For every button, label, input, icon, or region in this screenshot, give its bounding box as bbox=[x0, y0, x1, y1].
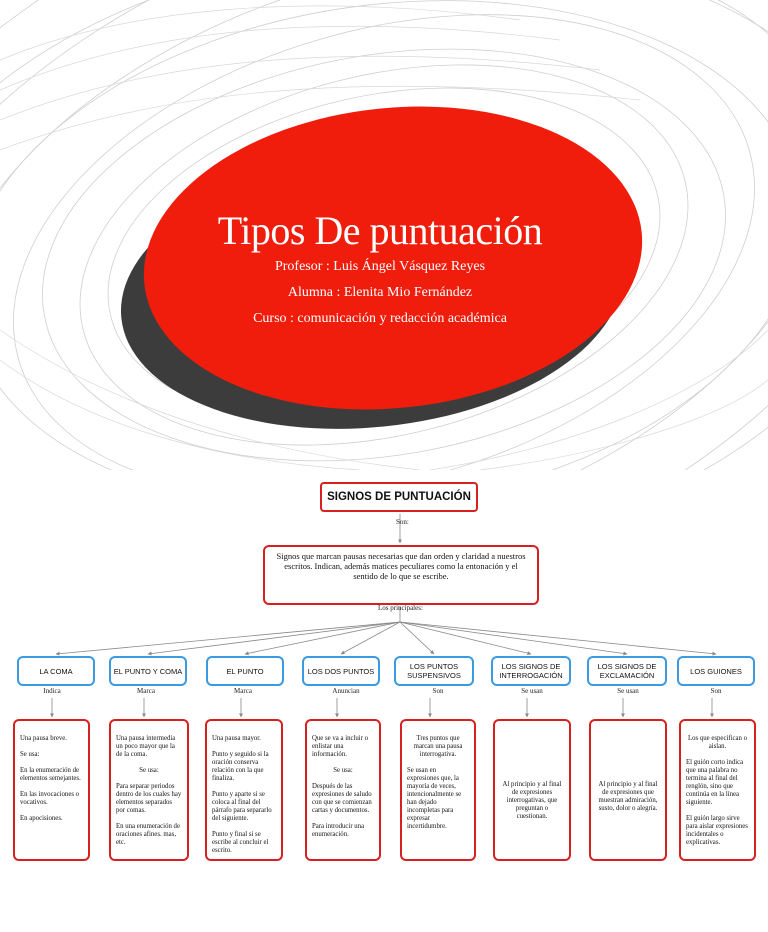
description-text: Punto y final si se escribe al concluir el escrito. bbox=[212, 831, 269, 854]
description-text: Después de las expresiones de saludo con que se comienzan cartas y documentos. bbox=[312, 783, 372, 814]
description-node-puntos-suspensivos bbox=[400, 719, 476, 861]
category-node-interrogacion: LOS SIGNOS DE INTERROGACIÓN bbox=[491, 656, 571, 686]
description-text: Una pausa mayor. bbox=[212, 735, 261, 742]
link-label: Se usan bbox=[617, 687, 639, 695]
connector-lines bbox=[0, 470, 768, 932]
description-text: Se usa: bbox=[20, 751, 40, 758]
description-text: Al principio y al final de expresiones que muestran admiración, susto, dolor o alegría. bbox=[598, 781, 658, 812]
category-node-la-coma: LA COMA bbox=[17, 656, 95, 686]
description-text: Punto y aparte si se coloca al final del párrafo para separarlo del siguiente. bbox=[212, 791, 272, 822]
description-text: Para introducir una enumeración. bbox=[312, 823, 365, 838]
fan-arrow bbox=[400, 622, 716, 654]
description-node-la-coma bbox=[13, 719, 90, 861]
description-text: En apocisiones. bbox=[20, 815, 63, 822]
description-node-exclamacion bbox=[589, 719, 667, 861]
link-label: Se usan bbox=[521, 687, 543, 695]
description-text: El guión corto indica que una palabra no termina al final del renglón, sino que continúa en la línea siguiente. bbox=[686, 759, 744, 806]
description-text: Se usan en expresiones que, la mayoría de veces, intencionalmente se han dejado incompletas para expresar incertidumbre. bbox=[407, 767, 462, 830]
description-text: Tres puntos que marcan una pausa interrogativa. bbox=[413, 735, 463, 758]
category-node-el-punto: EL PUNTO bbox=[206, 656, 284, 686]
description-text: Se usa: bbox=[333, 767, 353, 774]
category-node-puntos-suspensivos: LOS PUNTOS SUSPENSIVOS bbox=[394, 656, 474, 686]
description-text: Para separar periodos dentro de los cuales hay elementos separados por comas. bbox=[116, 783, 182, 814]
category-node-punto-y-coma: EL PUNTO Y COMA bbox=[109, 656, 187, 686]
principales-link-label: Los principales: bbox=[378, 604, 423, 612]
category-node-guiones: LOS GUIONES bbox=[677, 656, 755, 686]
description-text: En una enumeración de oraciones afines. mas, etc. bbox=[116, 823, 180, 846]
concept-map bbox=[0, 470, 768, 932]
description-text: Punto y seguido si la oración conserva relación con la que finaliza. bbox=[212, 751, 269, 782]
description-node-punto-y-coma bbox=[109, 719, 189, 861]
fan-arrow bbox=[148, 622, 400, 654]
description-text: Al principio y al final de expresiones interrogativas, que preguntan o cuestionan. bbox=[502, 781, 562, 820]
description-node-guiones bbox=[679, 719, 756, 861]
professor-line: Profesor : Luis Ángel Vásquez Reyes bbox=[274, 259, 486, 274]
link-label: Anuncian bbox=[332, 687, 360, 695]
root-node: SIGNOS DE PUNTUACIÓN bbox=[320, 482, 478, 512]
description-text: En las invocaciones o vocativos. bbox=[20, 791, 80, 806]
fan-arrow bbox=[400, 622, 627, 654]
description-text: El guión largo sirve para aislar expresiones incidentales o explicativas. bbox=[686, 815, 748, 846]
definition-node: Signos que marcan pausas necesarias que dan orden y claridad a nuestros escritos. Indican, además matices peculiares como la entonación y el sentido de lo que se escribe. bbox=[263, 545, 539, 605]
fan-arrow bbox=[400, 622, 434, 654]
description-text: Que se va a incluir o enlistar una información. bbox=[312, 735, 369, 758]
description-text: Una pausa breve. bbox=[20, 735, 67, 742]
description-text: Se usa: bbox=[139, 767, 159, 774]
description-text: Una pausa intermedia un poco mayor que la de la coma. bbox=[116, 735, 176, 758]
description-node-dos-puntos bbox=[305, 719, 381, 861]
description-text: En la enumeración de elementos semejantes. bbox=[20, 767, 81, 782]
link-label: Son bbox=[432, 687, 444, 695]
description-text: Los que especifican o aislan. bbox=[687, 735, 748, 750]
link-label: Indica bbox=[43, 687, 61, 695]
description-node-interrogacion bbox=[493, 719, 571, 861]
fan-arrow bbox=[56, 622, 400, 654]
son-link-label: Son: bbox=[396, 518, 409, 526]
category-node-exclamacion: LOS SIGNOS DE EXCLAMACIÓN bbox=[587, 656, 667, 686]
description-node-el-punto bbox=[205, 719, 283, 861]
fan-arrow bbox=[245, 622, 400, 654]
link-label: Marca bbox=[137, 687, 155, 695]
student-line: Alumna : Elenita Mio Fernández bbox=[287, 285, 473, 300]
slide-title: Tipos De puntuación bbox=[217, 208, 543, 253]
course-line: Curso : comunicación y redacción académica bbox=[253, 311, 507, 326]
link-label: Son bbox=[710, 687, 722, 695]
category-node-dos-puntos: LOS DOS PUNTOS bbox=[302, 656, 380, 686]
link-label: Marca bbox=[234, 687, 252, 695]
